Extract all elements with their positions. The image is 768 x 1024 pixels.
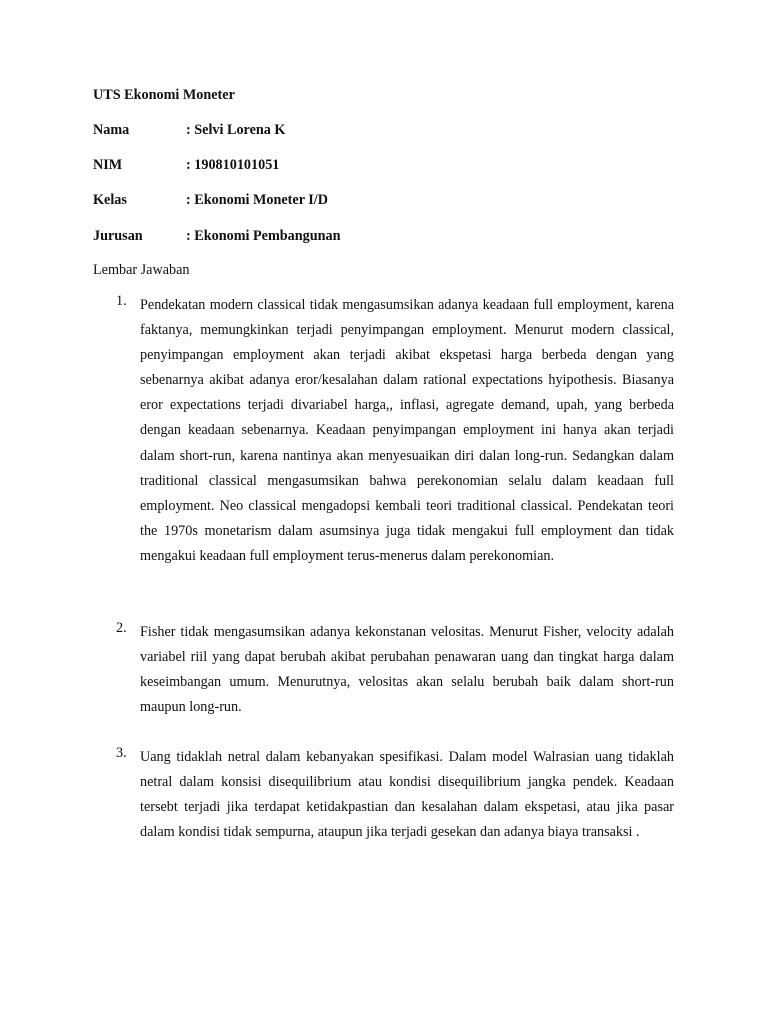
field-value: : Ekonomi Moneter I/D (186, 192, 328, 208)
answer-item (116, 745, 674, 845)
section-heading: Lembar Jawaban (93, 262, 190, 278)
field-value: : 190810101051 (186, 157, 280, 173)
field-jurusan (93, 228, 341, 245)
field-label: NIM (93, 157, 123, 173)
answer-text: Fisher tidak mengasumsikan adanya kekonstanan velositas. Menurut Fisher, velocity adalah variabel riil yang dapat berubah akibat perubahan penawaran uang dan tingkat harga dalam keseimbangan umum. Menurutnya, velositas akan selalu berubah baik dalam short-run maupun long-run. (140, 624, 674, 716)
answer-item (116, 620, 674, 720)
answer-number: 1. (116, 293, 127, 309)
field-label: Kelas (93, 192, 127, 208)
field-nim (93, 157, 279, 174)
field-nama (93, 122, 285, 139)
field-value: : Selvi Lorena K (186, 122, 286, 138)
answer-text: Pendekatan modern classical tidak mengasumsikan adanya keadaan full employment, karena faktanya, memungkinkan terjadi penyimpangan employment. Menurut modern classical, penyimpangan employment akan terjadi akibat ekspetasi harga berbeda dengan yang sebenarnya akibat adanya eror/kesalahan dalam rational expectations hyipothesis. Biasanya eror expectations terjadi divariabel harga,, inflasi, agregate demand, upah, yang berbeda dengan keadaan sebenarnya. Keadaan penyimpangan employment ini hanya akan terjadi dalam short-run, karena nantinya akan menyesuaikan diri dalan long-run. Sedangkan dalam traditional classical mengasumsikan bahwa perekonomian selalu dalam keadaan full employment. Neo classical mengadopsi kembali teori traditional classical. Pendekatan teori the 1970s monetarism dalam asumsinya juga tidak mengakui full employment dan tidak mengakui keadaan full employment terus-menerus dalam perekonomian. (140, 297, 674, 564)
field-label: Jurusan (93, 228, 143, 244)
answer-number: 3. (116, 745, 127, 761)
field-kelas (93, 192, 328, 209)
field-value: : Ekonomi Pembangunan (186, 228, 341, 244)
answer-number: 2. (116, 620, 127, 636)
answer-item (116, 293, 674, 569)
document-title: UTS Ekonomi Moneter (93, 87, 235, 103)
field-label: Nama (93, 122, 130, 138)
answer-text: Uang tidaklah netral dalam kebanyakan spesifikasi. Dalam model Walrasian uang tidaklah netral dalam konsisi disequilibrium atau kondisi disequilibrium jangka pendek. Keadaan tersebt terjadi jika terdapat ketidakpastian dan kesalahan dalam ekspetasi, atau jika pasar dalam kondisi tidak sempurna, ataupun jika terjadi gesekan dan adanya biaya transaksi . (140, 749, 674, 841)
